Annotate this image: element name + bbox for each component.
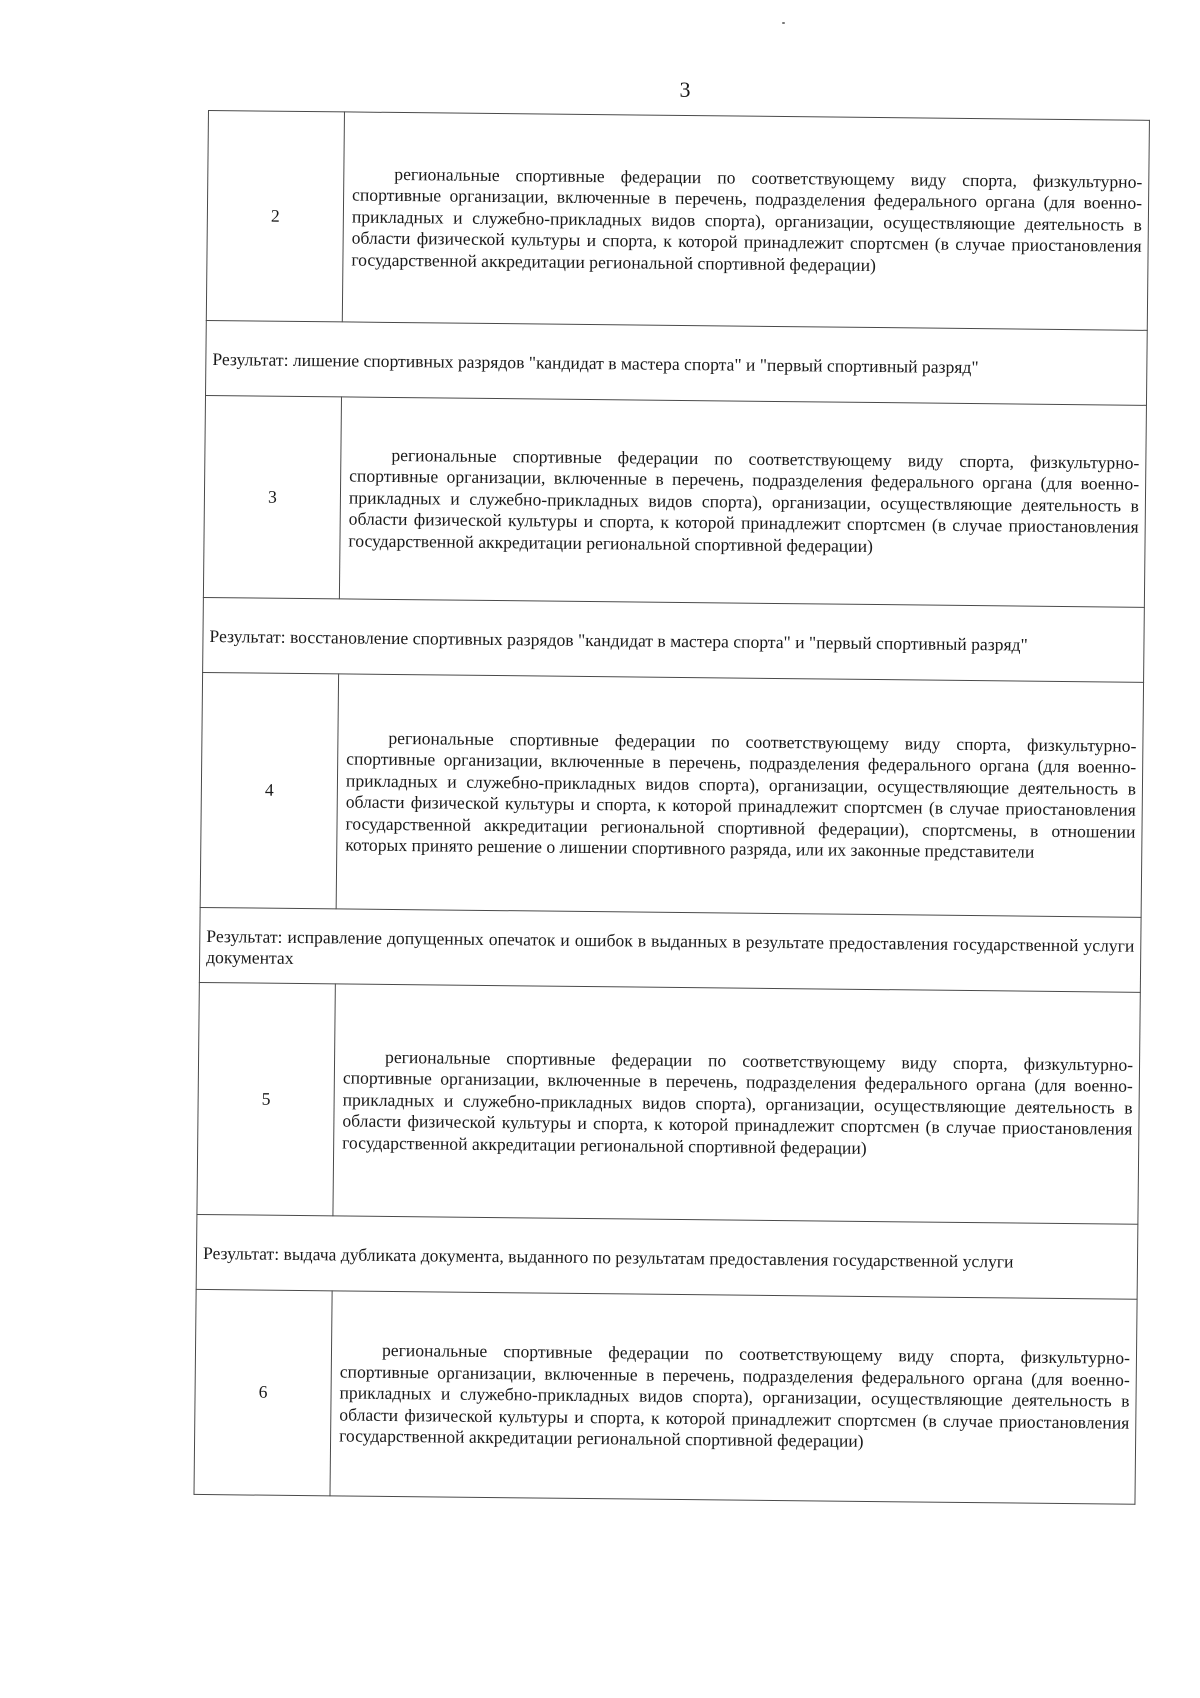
services-table — [193, 110, 1149, 1505]
applicant-description — [336, 674, 1143, 917]
result-row: Результат: исправление допущенных опечаток и ошибок в выданных в результате предоставления государственной услуги документах — [199, 907, 1141, 992]
result-row: Результат: выдача дубликата документа, выданного по результатам предоставления государственной услуги — [196, 1214, 1138, 1299]
table-row — [199, 907, 1141, 992]
table-row — [203, 597, 1145, 682]
applicant-text: региональные спортивные федерации по соответствующему виду спорта, физкультурно-спортивные организации, включенные в перечень, подразделения федерального органа (для военно-прикладных и служебно-прикладных видов спорта), организации, осуществляющие деятельность в области физической культуры и спорта, к которой принадлежит спортсмен (в случае приостановления государственной аккредитации региональной спортивной федерации) — [351, 163, 1143, 275]
applicant-text: региональные спортивные федерации по соответствующему виду спорта, физкультурно-спортивные организации, включенные в перечень, подразделения федерального органа (для военно-прикладных и служебно-прикладных видов спорта), организации, осуществляющие деятельность в области физической культуры и спорта, к которой принадлежит спортсмен (в случае приостановления государственной аккредитации региональной спортивной федерации) — [339, 1340, 1131, 1452]
applicant-description — [333, 984, 1140, 1224]
applicant-text: региональные спортивные федерации по соответствующему виду спорта, физкультурно-спортивные организации, включенные в перечень, подразделения федерального органа (для военно-прикладных и служебно-прикладных видов спорта), организации, осуществляющие деятельность в области физической культуры и спорта, к которой принадлежит спортсмен (в случае приостановления государственной аккредитации региональной спортивной федерации) — [342, 1046, 1134, 1158]
table-row — [200, 672, 1143, 917]
row-number: 2 — [206, 111, 344, 322]
applicant-text: региональные спортивные федерации по соответствующему виду спорта, физкультурно-спортивные организации, включенные в перечень, подразделения федерального органа (для военно-прикладных и служебно-прикладных видов спорта), организации, осуществляющие деятельность в области физической культуры и спорта, к которой принадлежит спортсмен (в случае приостановления государственной аккредитации региональной спортивной федерации), спортсмены, в отношении которых принято решение о лишении спортивного разряда, или их законные представители — [345, 727, 1137, 862]
table-row — [196, 1214, 1138, 1299]
applicant-description — [339, 397, 1146, 607]
row-number: 4 — [200, 672, 338, 908]
table-row — [203, 395, 1146, 607]
applicant-description — [330, 1291, 1137, 1504]
scan-artifact — [782, 22, 785, 24]
page-number: 3 — [679, 77, 691, 102]
result-row: Результат: лишение спортивных разрядов "кандидат в мастера спорта" и "первый спортивный разряд" — [206, 320, 1148, 405]
table-row — [206, 320, 1148, 405]
applicant-description — [342, 112, 1149, 330]
table-row — [194, 1289, 1137, 1504]
row-number: 6 — [194, 1289, 332, 1495]
row-number: 5 — [197, 982, 335, 1215]
row-number: 3 — [203, 395, 341, 598]
result-row: Результат: восстановление спортивных разрядов "кандидат в мастера спорта" и "первый спортивный разряд" — [203, 597, 1145, 682]
table-row — [206, 111, 1149, 331]
applicant-text: региональные спортивные федерации по соответствующему виду спорта, физкультурно-спортивные организации, включенные в перечень, подразделения федерального органа (для военно-прикладных и служебно-прикладных видов спорта), организации, осуществляющие деятельность в области физической культуры и спорта, к которой принадлежит спортсмен (в случае приостановления государственной аккредитации региональной спортивной федерации) — [348, 444, 1140, 556]
table-row — [197, 982, 1140, 1224]
